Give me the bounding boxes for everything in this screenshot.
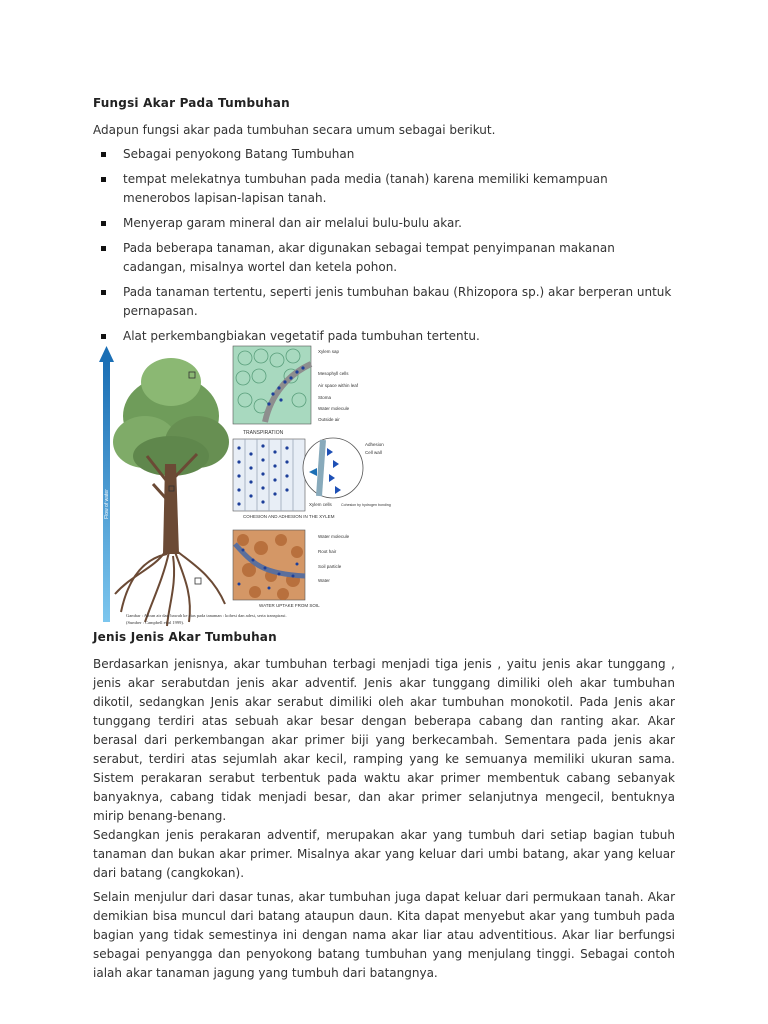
list-item: Menyerap garam mineral dan air melalui bulu-bulu akar. — [93, 214, 675, 233]
tree-illustration — [113, 358, 229, 626]
list-item: Pada beberapa tanaman, akar digunakan sebagai tempat penyimpanan makanan cadangan, misalnya wortel dan ketela pohon. — [93, 239, 675, 277]
paragraph-jenis: Berdasarkan jenisnya, akar tumbuhan terbagi menjadi tiga jenis , yaitu jenis akar tunggang , jenis akar serabutdan jenis akar adventif. Jenis akar tunggang dimiliki oleh akar tumbuhan dikotil, sedangkan Jenis akar serabut dimiliki oleh akar tumbuhan monokotil. Pada Jenis akar tunggang terdiri atas sebuah akar besar dengan beberapa cabang dan ranting akar. Akar berasal dari perkembangan akar primer biji yang berkecambah. Sementara pada jenis akar serabut, terdiri atas sejumlah akar kecil, ramping yang ke semuanya memiliki ukuran sama. Sistem perakaran serabut terbentuk pada waktu akar primer membentuk cabang sebanyak banyaknya, cabang tidak menjadi besar, dan akar primer selanjutnya mengecil, bentuknya mirip benang-benang. — [93, 657, 675, 823]
section-heading-jenis: Jenis Jenis Akar Tumbuhan — [93, 630, 277, 644]
list-item: Alat perkembangbiakan vegetatif pada tumbuhan tertentu. — [93, 327, 675, 346]
list-item: Sebagai penyokong Batang Tumbuhan — [93, 145, 675, 164]
list-item: Pada tanaman tertentu, seperti jenis tumbuhan bakau (Rhizopora sp.) akar berperan untuk pernapasan. — [93, 283, 675, 321]
paragraph-akar-liar: Selain menjulur dari dasar tunas, akar tumbuhan juga dapat keluar dari permukaan tanah. Akar demikian bisa muncul dari batang ataupun daun. Kita dapat menyebut akar yang tumbuh pada bagian yang tidak semestinya ini dengan nama akar liar atau adventitious. Akar liar berfungsi sebagai penyangga dan penyokong batang tumbuhan yang menjulang tinggi. Sebagai contoh ialah akar tanaman jagung yang tumbuh dari batangnya. — [93, 890, 675, 980]
label-water-molecule-root: Water molecule — [318, 534, 350, 539]
leaf-panel — [233, 346, 311, 436]
bullet-icon — [101, 152, 106, 157]
axis-label: Flow of water — [104, 489, 110, 519]
bullet-icon — [101, 221, 106, 226]
label-cell-wall: Cell wall — [365, 450, 382, 455]
function-list — [93, 145, 675, 352]
water-transport-figure — [93, 344, 393, 628]
label-mesophyll-cells: Mesophyll cells — [318, 371, 349, 376]
figure-caption: Gambar : Aliran air dari bawah ke atas pada tanaman : kohesi dan adesi, serta transpirasi. — [126, 613, 287, 618]
root-panel — [233, 530, 320, 608]
intro-paragraph: Adapun fungsi akar pada tumbuhan secara umum sebagai berikut. — [93, 123, 496, 137]
paragraph-adventif: Sedangkan jenis perakaran adventif, merupakan akar yang tumbuh dari setiap bagian tubuh tanaman dan bukan akar primer. Misalnya akar yang keluar dari umbi batang, akar yang keluar dari batang (cangkokan). — [93, 828, 675, 880]
label-water-molecule: Water molecule — [318, 406, 350, 411]
bullet-icon — [101, 177, 106, 182]
panel-caption-cohesion: COHESION AND ADHESION IN THE XYLEM — [243, 514, 335, 519]
figure-source: (Sumber : Campbell et al 1999). — [126, 620, 184, 625]
label-xylem-sap: Xylem sap — [318, 349, 340, 354]
bullet-icon — [101, 290, 106, 295]
bullet-icon — [101, 246, 106, 251]
label-soil-particle: Soil particle — [318, 564, 342, 569]
panel-caption-uptake: WATER UPTAKE FROM SOIL — [259, 603, 320, 608]
label-air-space: Air space within leaf — [318, 383, 359, 388]
section-heading-fungsi: Fungsi Akar Pada Tumbuhan — [93, 96, 290, 110]
label-xylem-cells: Xylem cells — [309, 502, 332, 507]
flow-arrow — [99, 346, 114, 622]
label-outside-air: Outside air — [318, 417, 340, 422]
label-adhesion: Adhesion — [365, 442, 384, 447]
label-cohesion: Cohesion by hydrogen bonding — [341, 503, 391, 507]
label-root-hair: Root hair — [318, 549, 337, 554]
bullet-icon — [101, 334, 106, 339]
panel-caption-transpiration: TRANSPIRATION — [243, 430, 284, 436]
label-stoma: Stoma — [318, 395, 332, 400]
list-item: tempat melekatnya tumbuhan pada media (tanah) karena memiliki kemampuan menerobos lapisan-lapisan tanah. — [93, 170, 675, 208]
label-water: Water — [318, 578, 330, 583]
